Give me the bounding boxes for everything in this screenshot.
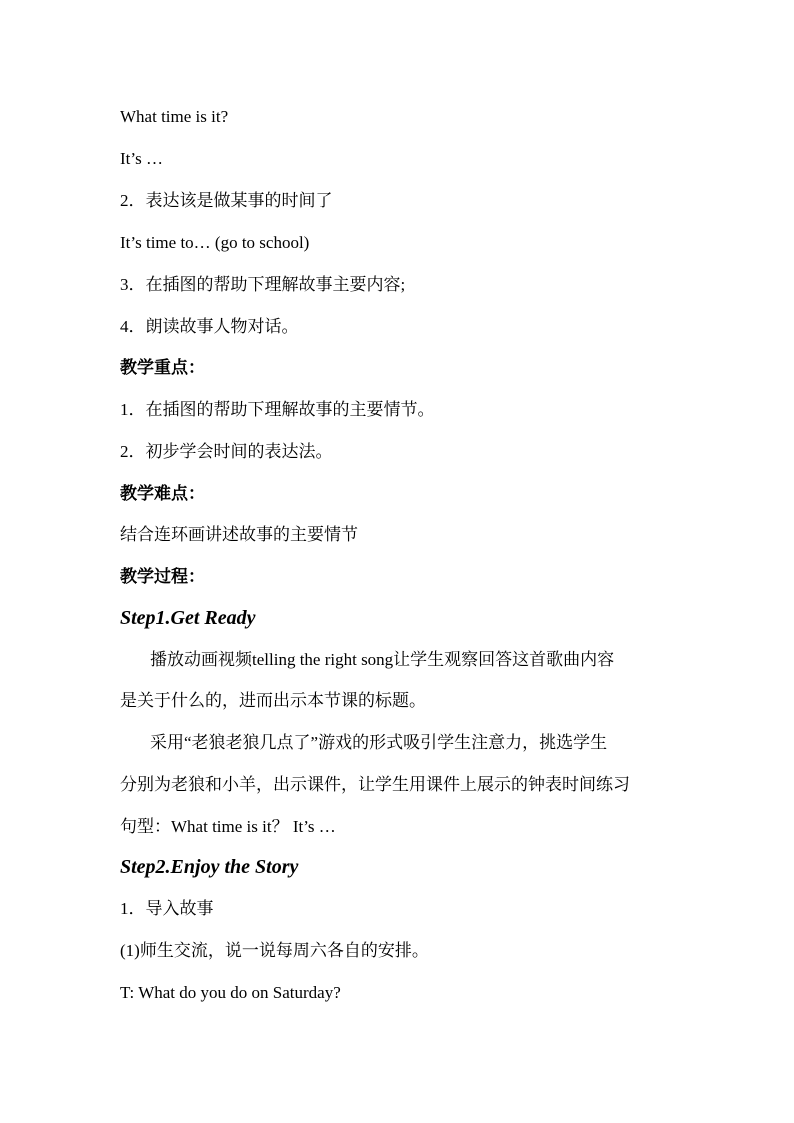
step-heading-enjoy-story: Step2.Enjoy the Story [120,856,299,878]
paragraph-line: 是关于什么的，进而出示本节课的标题。 [120,691,426,710]
text-line: 2．初步学会时间的表达法。 [120,442,333,461]
text-line: 3．在插图的帮助下理解故事主要内容; [120,275,406,294]
text-line: T: What do you do on Saturday? [120,983,341,1002]
text-line: (1)师生交流，说一说每周六各自的安排。 [120,941,429,960]
section-heading-process: 教学过程： [120,567,205,586]
paragraph-line: 分别为老狼和小羊，出示课件，让学生用课件上展示的钟表时间练习 [120,775,630,794]
text-line: 1．导入故事 [120,899,214,918]
text-line: It’s … [120,149,163,168]
section-heading-difficulties: 教学难点： [120,484,205,503]
text-line: 2．表达该是做某事的时间了 [120,191,333,210]
text-line: 4．朗读故事人物对话。 [120,317,299,336]
text-line: 结合连环画讲述故事的主要情节 [120,525,358,544]
text-line: 1．在插图的帮助下理解故事的主要情节。 [120,400,435,419]
paragraph-line: 采用“老狼老狼几点了”游戏的形式吸引学生注意力，挑选学生 [150,733,608,752]
paragraph-line: 句型：What time is it？ It’s … [120,817,336,836]
text-line: What time is it? [120,107,229,126]
text-line: It’s time to… (go to school) [120,233,310,252]
step-heading-get-ready: Step1.Get Ready [120,607,256,629]
section-heading-key-points: 教学重点： [120,358,205,377]
paragraph-line: 播放动画视频telling the right song让学生观察回答这首歌曲内容 [150,650,615,669]
